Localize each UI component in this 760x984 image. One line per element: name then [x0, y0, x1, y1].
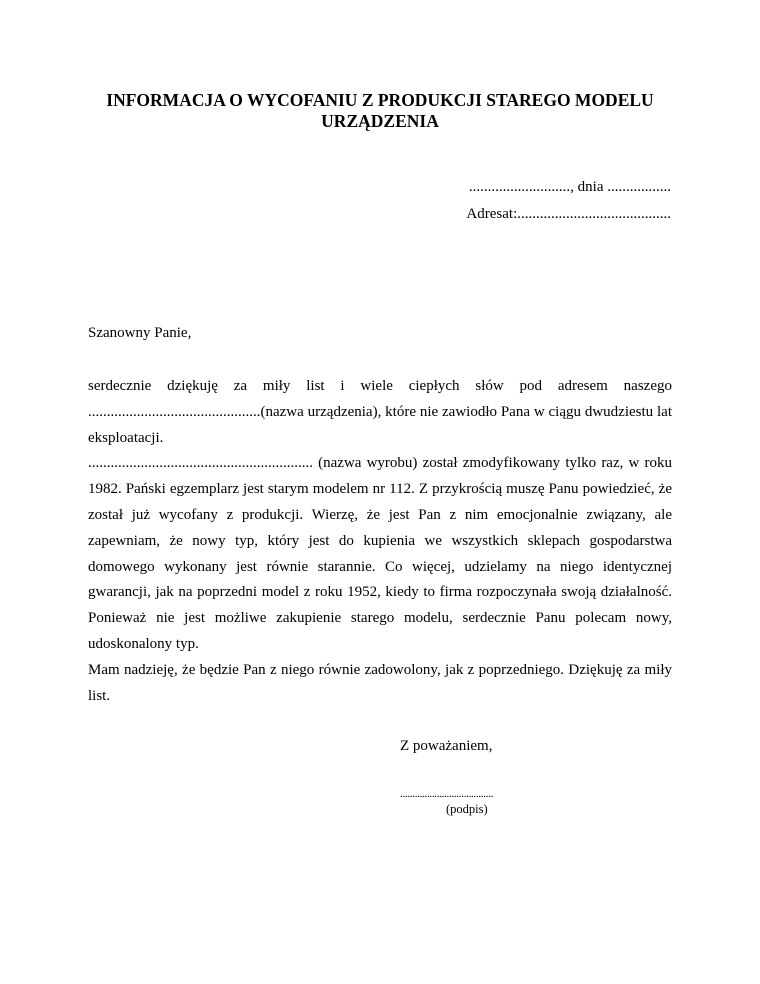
- addressee-field: Adresat:.........................................: [466, 206, 671, 222]
- closing-phrase: Z poważaniem,: [400, 738, 493, 754]
- document-title-line-1: INFORMACJA O WYCOFANIU Z PRODUKCJI STAREGO MODELU: [106, 90, 654, 110]
- body-paragraph-1: serdecznie dziękuję za miły list i wiele ciepłych słów pod adresem naszego ..............................................(nazwa urządzenia), które nie zawiodło Pana w ciągu dwudziestu lat eksploatacji.: [88, 378, 672, 446]
- document-title: [88, 90, 672, 132]
- letter-body: [88, 374, 672, 709]
- body-paragraph-2: ............................................................ (nazwa wyrobu) został zmodyfikowany tylko raz, w roku 1982. Pański egzemplarz jest starym modelem nr 112. Z przykrością muszę Panu powiedzieć, że został już wycofany z produkcji. Wierzę, że jest Pan z nim emocjonalnie związany, ale zapewniam, że nowy typ, który jest do kupienia we wszystkich sklepach gospodarstwa domowego wykonany jest równie starannie. Co więcej, udzielamy na niego identycznej gwarancji, jak na poprzedni model z roku 1952, kiedy to firma rozpoczynała swoją działalność. Ponieważ nie jest możliwe zakupienie starego modelu, serdecznie Panu polecam nowy, udoskonalony typ.: [88, 455, 672, 652]
- document-title-line-2: URZĄDZENIA: [321, 111, 439, 131]
- place-and-date-field: ..........................., dnia .................: [468, 179, 671, 195]
- body-paragraph-3: Mam nadzieję, że będzie Pan z niego równie zadowolony, jak z poprzedniego. Dziękuję za miły list.: [88, 661, 672, 704]
- signature-line: ......................................: [400, 788, 494, 800]
- salutation: Szanowny Panie,: [88, 325, 192, 341]
- signature-caption: (podpis): [446, 802, 488, 816]
